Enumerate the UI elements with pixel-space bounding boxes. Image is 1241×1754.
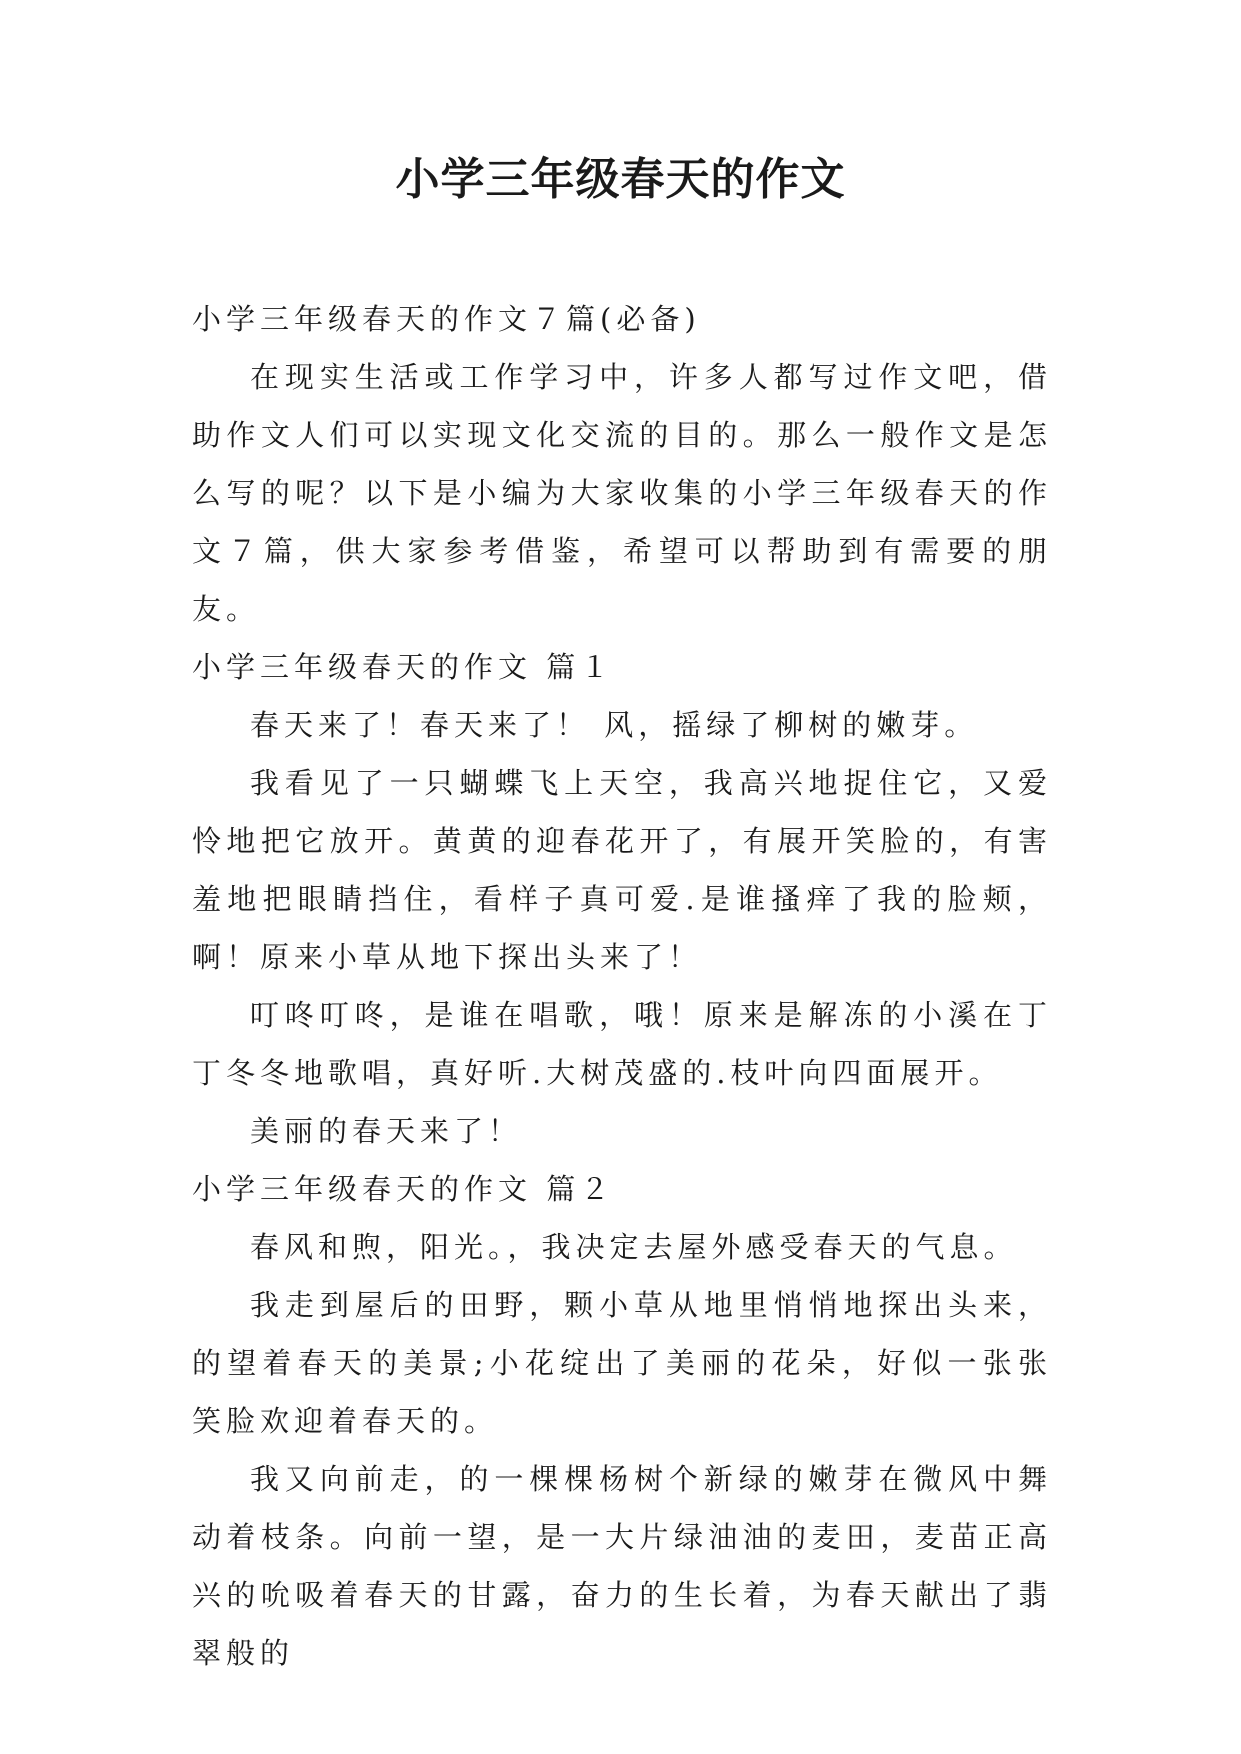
essay-1-paragraph-2: 我看见了一只蝴蝶飞上天空，我高兴地捉住它，又爱怜地把它放开。黄黄的迎春花开了，有展开笑脸的，有害羞地把眼睛挡住，看样子真可爱.是谁搔痒了我的脸颊，啊！原来小草从地下探出头来了！	[192, 766, 1052, 974]
essay-1-paragraph-3: 叮咚叮咚，是谁在唱歌，哦！原来是解冻的小溪在丁丁冬冬地歌唱，真好听.大树茂盛的.枝叶向四面展开。	[192, 998, 1052, 1090]
page-title: 小学三年级春天的作文	[395, 154, 846, 205]
essay-1-heading: 小学三年级春天的作文 篇１	[192, 650, 615, 684]
essay-1-paragraph-1: 春天来了！春天来了！ 风，摇绿了柳树的嫩芽。	[250, 708, 979, 742]
essay-1-paragraph-4: 美丽的春天来了！	[250, 1114, 523, 1148]
article-body	[192, 290, 1052, 1682]
essay-2-paragraph-1: 春风和煦，阳光。，我决定去屋外感受春天的气息。	[250, 1230, 1018, 1264]
essay-collection-heading: 小学三年级春天的作文７篇(必备)	[192, 302, 701, 336]
intro-paragraph: 在现实生活或工作学习中，许多人都写过作文吧，借助作文人们可以实现文化交流的目的。那么一般作文是怎么写的呢？以下是小编为大家收集的小学三年级春天的作文７篇，供大家参考借鉴，希望可以帮助到有需要的朋友。	[192, 360, 1052, 626]
essay-2-paragraph-2: 我走到屋后的田野，颗小草从地里悄悄地探出头来，的望着春天的美景;小花绽出了美丽的花朵，好似一张张笑脸欢迎着春天的。	[192, 1288, 1052, 1438]
essay-2-paragraph-3: 我又向前走，的一棵棵杨树个新绿的嫩芽在微风中舞动着枝条。向前一望，是一大片绿油油的麦田，麦苗正高兴的吮吸着春天的甘露，奋力的生长着，为春天献出了翡翠般的	[192, 1462, 1052, 1670]
essay-2-heading: 小学三年级春天的作文 篇２	[192, 1172, 615, 1206]
